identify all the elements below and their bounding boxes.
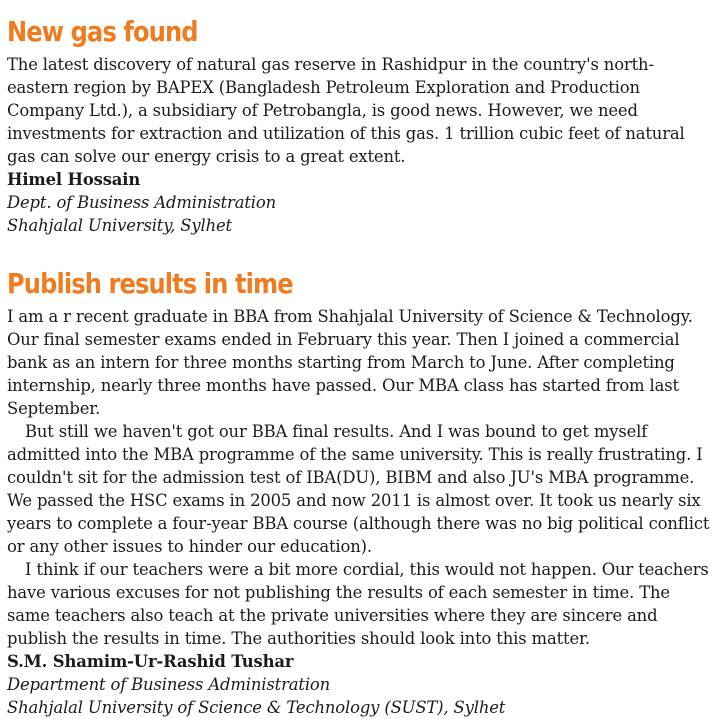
letter-paragraph: The latest discovery of natural gas reserve in Rashidpur in the country's north-eastern region by BAPEX (Bangladesh Petroleum Exploration and Production Company Ltd.), a subsidiary of Petrobangla, is good news. However, we need investments for extraction and utilization of this gas. 1 trillion cubic feet of natural gas can solve our energy crisis to a great extent. bbox=[7, 55, 685, 166]
letter-headline: Publish results in time bbox=[7, 267, 293, 300]
letter-paragraph: I think if our teachers were a bit more cordial, this would not happen. Our teachers have various excuses for not publishing the results of each semester in time. The same teachers also teach at the private universities where they are sincere and publish the results in time. The authorities should look into this matter. bbox=[7, 560, 709, 648]
letter-new-gas-found bbox=[7, 15, 711, 237]
author-institution: Shahjalal University of Science & Technology (SUST), Sylhet bbox=[7, 698, 506, 717]
letter-paragraph: But still we haven't got our BBA final results. And I was bound to get myself admitted into the MBA programme of the same university. This is really frustrating. I couldn't sit for the admission test of IBA(DU), BIBM and also JU's MBA programme. We passed the HSC exams in 2005 and now 2011 is almost over. It took us nearly six years to complete a four-year BBA course (although there was no big political conflict or any other issues to hinder our education). bbox=[7, 422, 710, 556]
author-name: S.M. Shamim-Ur-Rashid Tushar bbox=[7, 652, 294, 671]
author-department: Dept. of Business Administration bbox=[7, 193, 276, 212]
letter-paragraph: I am a r recent graduate in BBA from Shahjalal University of Science & Technology. Our final semester exams ended in February this year. Then I joined a commercial bank as an intern for three months starting from March to June. After completing internship, nearly three months have passed. Our MBA class has started from last September. bbox=[7, 307, 693, 418]
author-institution: Shahjalal University, Sylhet bbox=[7, 216, 232, 235]
letter-signature bbox=[7, 168, 711, 237]
letter-signature bbox=[7, 650, 711, 719]
letter-publish-results bbox=[7, 267, 711, 719]
letters-page bbox=[7, 0, 711, 719]
author-name: Himel Hossain bbox=[7, 170, 141, 189]
author-department: Department of Business Administration bbox=[7, 675, 331, 694]
letter-headline: New gas found bbox=[7, 15, 198, 48]
